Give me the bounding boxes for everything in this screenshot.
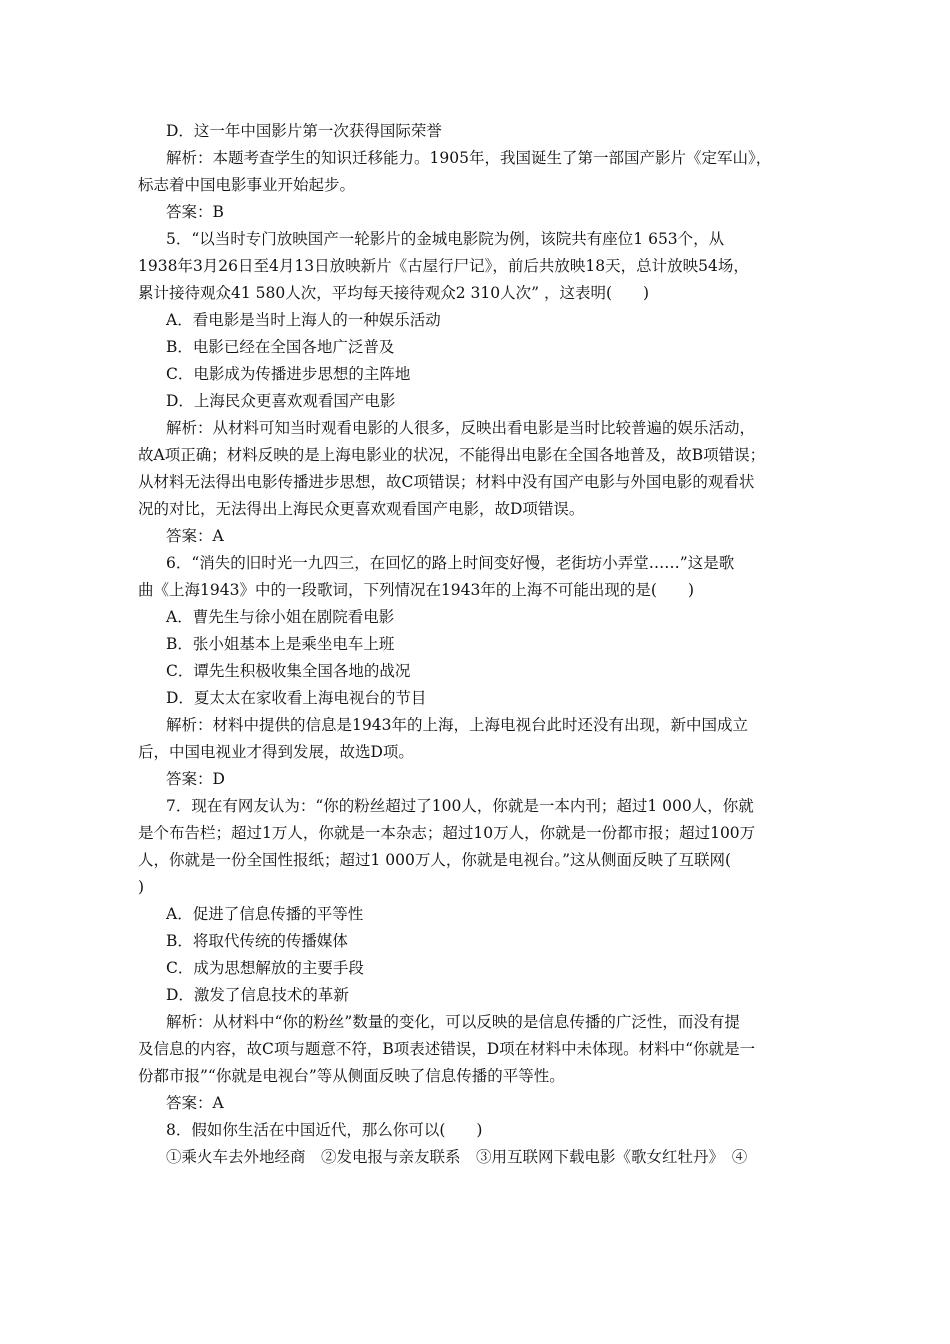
text-line: 8．假如你生活在中国近代，那么你可以( ) xyxy=(166,1121,483,1139)
text-line: 累计接待观众41 580人次，平均每天接待观众2 310人次” ，这表明( ) xyxy=(138,284,650,302)
text-line: B．电影已经在全国各地广泛普及 xyxy=(166,338,395,356)
text-line: 及信息的内容，故C项与题意不符，B项表述错误，D项在材料中未体现。材料中“你就是一 xyxy=(138,1040,756,1058)
text-line: ①乘火车去外地经商 ②发电报与亲友联系 ③用互联网下载电影《歌女红牡丹》 ④ xyxy=(166,1148,748,1166)
text-line: A．促进了信息传播的平等性 xyxy=(166,905,364,923)
text-line: C．成为思想解放的主要手段 xyxy=(166,959,364,977)
text-line: 标志着中国电影事业开始起步。 xyxy=(138,176,356,194)
document-page xyxy=(138,118,818,1171)
text-line: 解析：从材料中“你的粉丝”数量的变化，可以反映的是信息传播的广泛性，而没有提 xyxy=(166,1013,740,1031)
text-line: D．上海民众更喜欢观看国产电影 xyxy=(166,392,396,410)
text-line: B．张小姐基本上是乘坐电车上班 xyxy=(166,635,395,653)
text-line: A．看电影是当时上海人的一种娱乐活动 xyxy=(166,311,441,329)
text-line: 解析：材料中提供的信息是1943年的上海，上海电视台此时还没有出现，新中国成立 xyxy=(166,716,748,734)
text-line: 后，中国电视业才得到发展，故选D项。 xyxy=(138,743,414,761)
text-line: 答案：A xyxy=(166,527,224,545)
text-line: 曲《上海1943》中的一段歌词，下列情况在1943年的上海不可能出现的是( ) xyxy=(138,581,694,599)
text-line: B．将取代传统的传播媒体 xyxy=(166,932,348,950)
text-line: D．夏太太在家收看上海电视台的节目 xyxy=(166,689,427,707)
text-line: 5．“以当时专门放映国产一轮影片的金城电影院为例，该院共有座位1 653个，从 xyxy=(166,230,725,248)
text-line: 解析：从材料可知当时观看电影的人很多，反映出看电影是当时比较普遍的娱乐活动， xyxy=(166,419,756,437)
text-line: 况的对比，无法得出上海民众更喜欢观看国产电影，故D项错误。 xyxy=(138,500,585,518)
text-line: D．激发了信息技术的革新 xyxy=(166,986,349,1004)
text-line: C．谭先生积极收集全国各地的战况 xyxy=(166,662,411,680)
text-line: 答案：A xyxy=(166,1094,224,1112)
text-line: A．曹先生与徐小姐在剧院看电影 xyxy=(166,608,395,626)
text-line: 1938年3月26日至4月13日放映新片《古屋行尸记》，前后共放映18天，总计放映54场， xyxy=(138,257,749,275)
text-line: ) xyxy=(138,878,145,896)
text-line: 答案：B xyxy=(166,203,224,221)
text-line: 故A项正确；材料反映的是上海电影业的状况，不能得出电影在全国各地普及，故B项错误； xyxy=(138,446,766,464)
text-line: C．电影成为传播进步思想的主阵地 xyxy=(166,365,411,383)
text-line: 份都市报”“你就是电视台”等从侧面反映了信息传播的平等性。 xyxy=(138,1067,565,1085)
text-line: 是个布告栏；超过1万人，你就是一本杂志；超过10万人，你就是一份都市报；超过100万 xyxy=(138,824,756,842)
text-line: 从材料无法得出电影传播进步思想，故C项错误；材料中没有国产电影与外国电影的观看状 xyxy=(138,473,755,491)
text-line: 7．现在有网友认为：“你的粉丝超过了100人，你就是一本内刊；超过1 000人，你就 xyxy=(166,797,754,815)
text-line: 答案：D xyxy=(166,770,225,788)
text-line: 6．“消失的旧时光一九四三，在回忆的路上时间变好慢，老街坊小弄堂……”这是歌 xyxy=(166,554,735,572)
text-line: 解析：本题考查学生的知识迁移能力。1905年，我国诞生了第一部国产影片《定军山》， xyxy=(166,149,772,167)
text-line: 人，你就是一份全国性报纸；超过1 000万人，你就是电视台。”这从侧面反映了互联网( xyxy=(138,851,732,869)
text-line: D．这一年中国影片第一次获得国际荣誉 xyxy=(166,122,442,140)
